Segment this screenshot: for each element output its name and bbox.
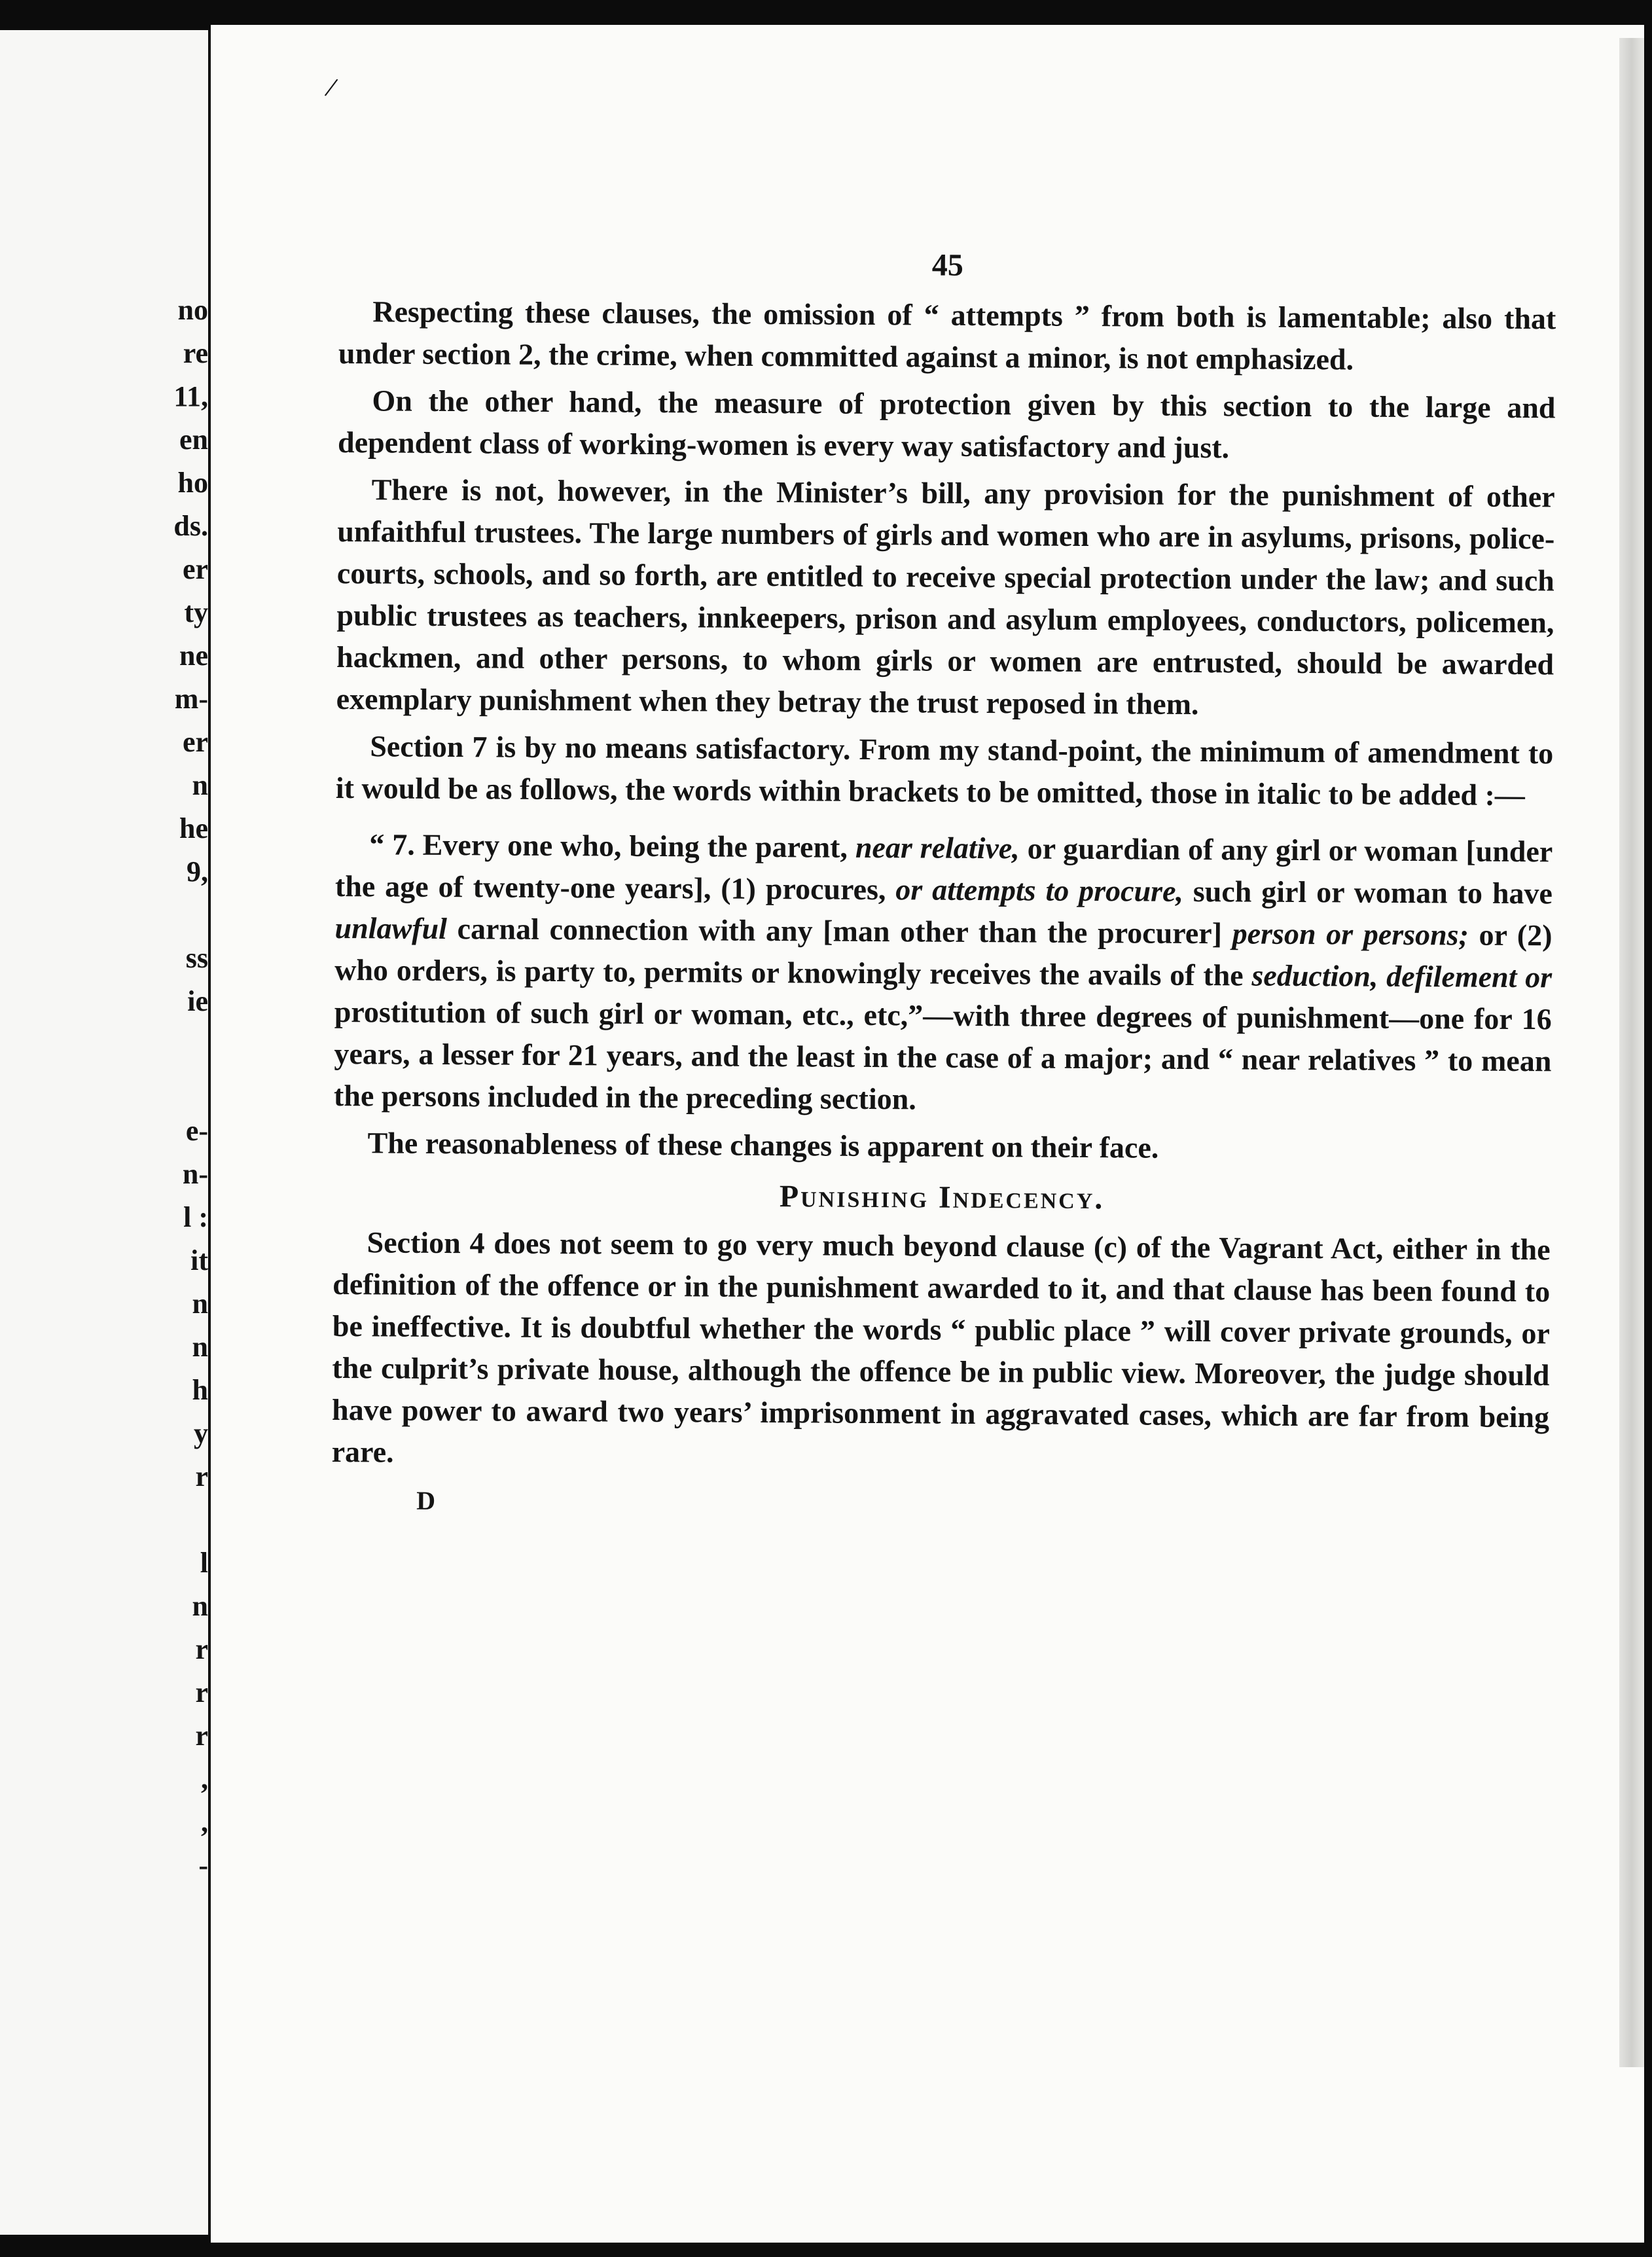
left-fragment: ho	[177, 467, 208, 499]
left-fragment: y	[194, 1417, 208, 1449]
left-fragment: r	[195, 1720, 208, 1752]
left-fragment: 11,	[173, 380, 208, 412]
left-fragment: h	[192, 1374, 208, 1406]
left-fragment: l :	[183, 1201, 208, 1233]
left-fragment: n	[192, 1288, 208, 1320]
quote-italic-1: near relative,	[855, 830, 1020, 865]
left-fragment	[123, 1498, 208, 1542]
text-block	[331, 241, 1556, 1528]
quote-italic-5: seduction, defilement or	[1251, 958, 1553, 994]
left-fragment: it	[190, 1244, 208, 1276]
left-fragment: r	[195, 1460, 208, 1492]
quote-italic-2: or attempts to procure,	[895, 873, 1184, 908]
quote-italic-4: person or persons;	[1232, 916, 1469, 952]
left-fragment: r	[195, 1676, 208, 1708]
right-page	[211, 25, 1644, 2243]
left-fragment: n-	[182, 1158, 208, 1190]
paragraph-3: There is not, however, in the Minister’s bill, any provision for the punishment of other unfaithful trustees. The large numbers of girls and women who are in asylums, prisons, police-courts, schools, and so forth, are entitled to receive special protection under the law; and such public trustees as teachers, innkeepers, prison and asylum employees, conductors, policemen, hackmen, and other persons, to whom girls or women are entrusted, should be awarded exemplary punishment when they betray the trust reposed in them.	[336, 473, 1555, 721]
left-fragment: ne	[179, 640, 208, 672]
left-fragment: ds.	[173, 510, 208, 542]
left-fragment: n	[192, 769, 208, 801]
left-fragment: l	[200, 1547, 208, 1579]
paragraph-2: On the other hand, the measure of protection given by this section to the large and dependent class of working-women is every way satisfactory and just.	[337, 384, 1556, 465]
left-fragment: en	[179, 424, 208, 456]
left-fragment: m-	[174, 683, 208, 715]
section-heading: Punishing Indecency.	[779, 1179, 1105, 1216]
stray-mark: /	[322, 71, 340, 104]
left-fragment	[123, 894, 208, 937]
quote-text-1: Every one who, being the parent,	[422, 827, 856, 864]
paragraph-5: The reasonableness of these changes is apparent on their face.	[367, 1126, 1159, 1165]
page-edge	[1619, 38, 1644, 2067]
left-fragment: ,	[201, 1806, 208, 1838]
quote-italic-3: unlawful	[334, 911, 448, 946]
quote-text-5: or (2) who orders, is party to, permits or knowingly receives the avails of the	[334, 918, 1553, 992]
paragraph-1: Respecting these clauses, the omission of “ attempts ” from both is lamentable; also that under section 2, the crime, when committed against a minor, is not emphasized.	[338, 295, 1556, 376]
paragraph-6: Section 4 does not seem to go very much beyond clause (c) of the Vagrant Act, either in the definition of the offence or in the punishment awarded to it, and that clause has been found to be ineffective. It is doubtful whether the words “ public place ” will cover private grounds, or the culprit’s private house, although the offence be in public view. Moreover, the judge should have power to award two years’ imprisonment in aggravated cases, which are far from being rare.	[331, 1225, 1551, 1469]
left-fragment	[123, 1066, 208, 1110]
paragraph-4: Section 7 is by no means satisfactory. From my stand-point, the minimum of amendment to it would be as follows, the words within brackets to be omitted, those in italic to be added :—	[335, 729, 1554, 812]
quote-open: “ 7.	[369, 827, 423, 861]
left-fragment: ty	[184, 596, 208, 628]
left-fragment: er	[182, 553, 208, 585]
left-fragment: n	[192, 1590, 208, 1622]
quote-text-2: or guardian of any girl or woman [under the age of twenty-one years], (1) procures,	[334, 831, 1553, 907]
left-fragment: ss	[185, 942, 208, 974]
left-fragment: he	[179, 812, 208, 844]
left-fragment: 9,	[187, 856, 208, 888]
quote-text-3: such girl or woman to have	[1183, 874, 1553, 911]
left-fragment: r	[195, 1633, 208, 1665]
left-fragment: er	[182, 726, 208, 758]
left-fragment: ,	[201, 1763, 208, 1795]
quoted-section-7	[334, 823, 1553, 1124]
left-fragment: no	[177, 294, 208, 326]
left-fragment: e-	[185, 1115, 208, 1147]
left-fragment: -	[198, 1849, 208, 1881]
left-fragment: n	[192, 1331, 208, 1363]
signature-mark: D	[416, 1485, 436, 1515]
left-fragment: ie	[187, 985, 208, 1017]
left-page	[0, 30, 208, 2235]
left-fragment: re	[183, 337, 208, 369]
quote-text-6: prostitution of such girl or woman, etc., etc,”—with three degrees of punishment—one for 16 years, a lesser for 21 years, and the least in the case of a major; and “ near relatives ” to mean the persons included in the preceding section.	[333, 994, 1552, 1116]
page-number: 45	[931, 247, 963, 283]
left-fragment	[123, 1023, 208, 1066]
quote-text-4: carnal connection with any [man other than the procurer]	[446, 912, 1232, 950]
left-page-text-fragments	[123, 289, 208, 1887]
